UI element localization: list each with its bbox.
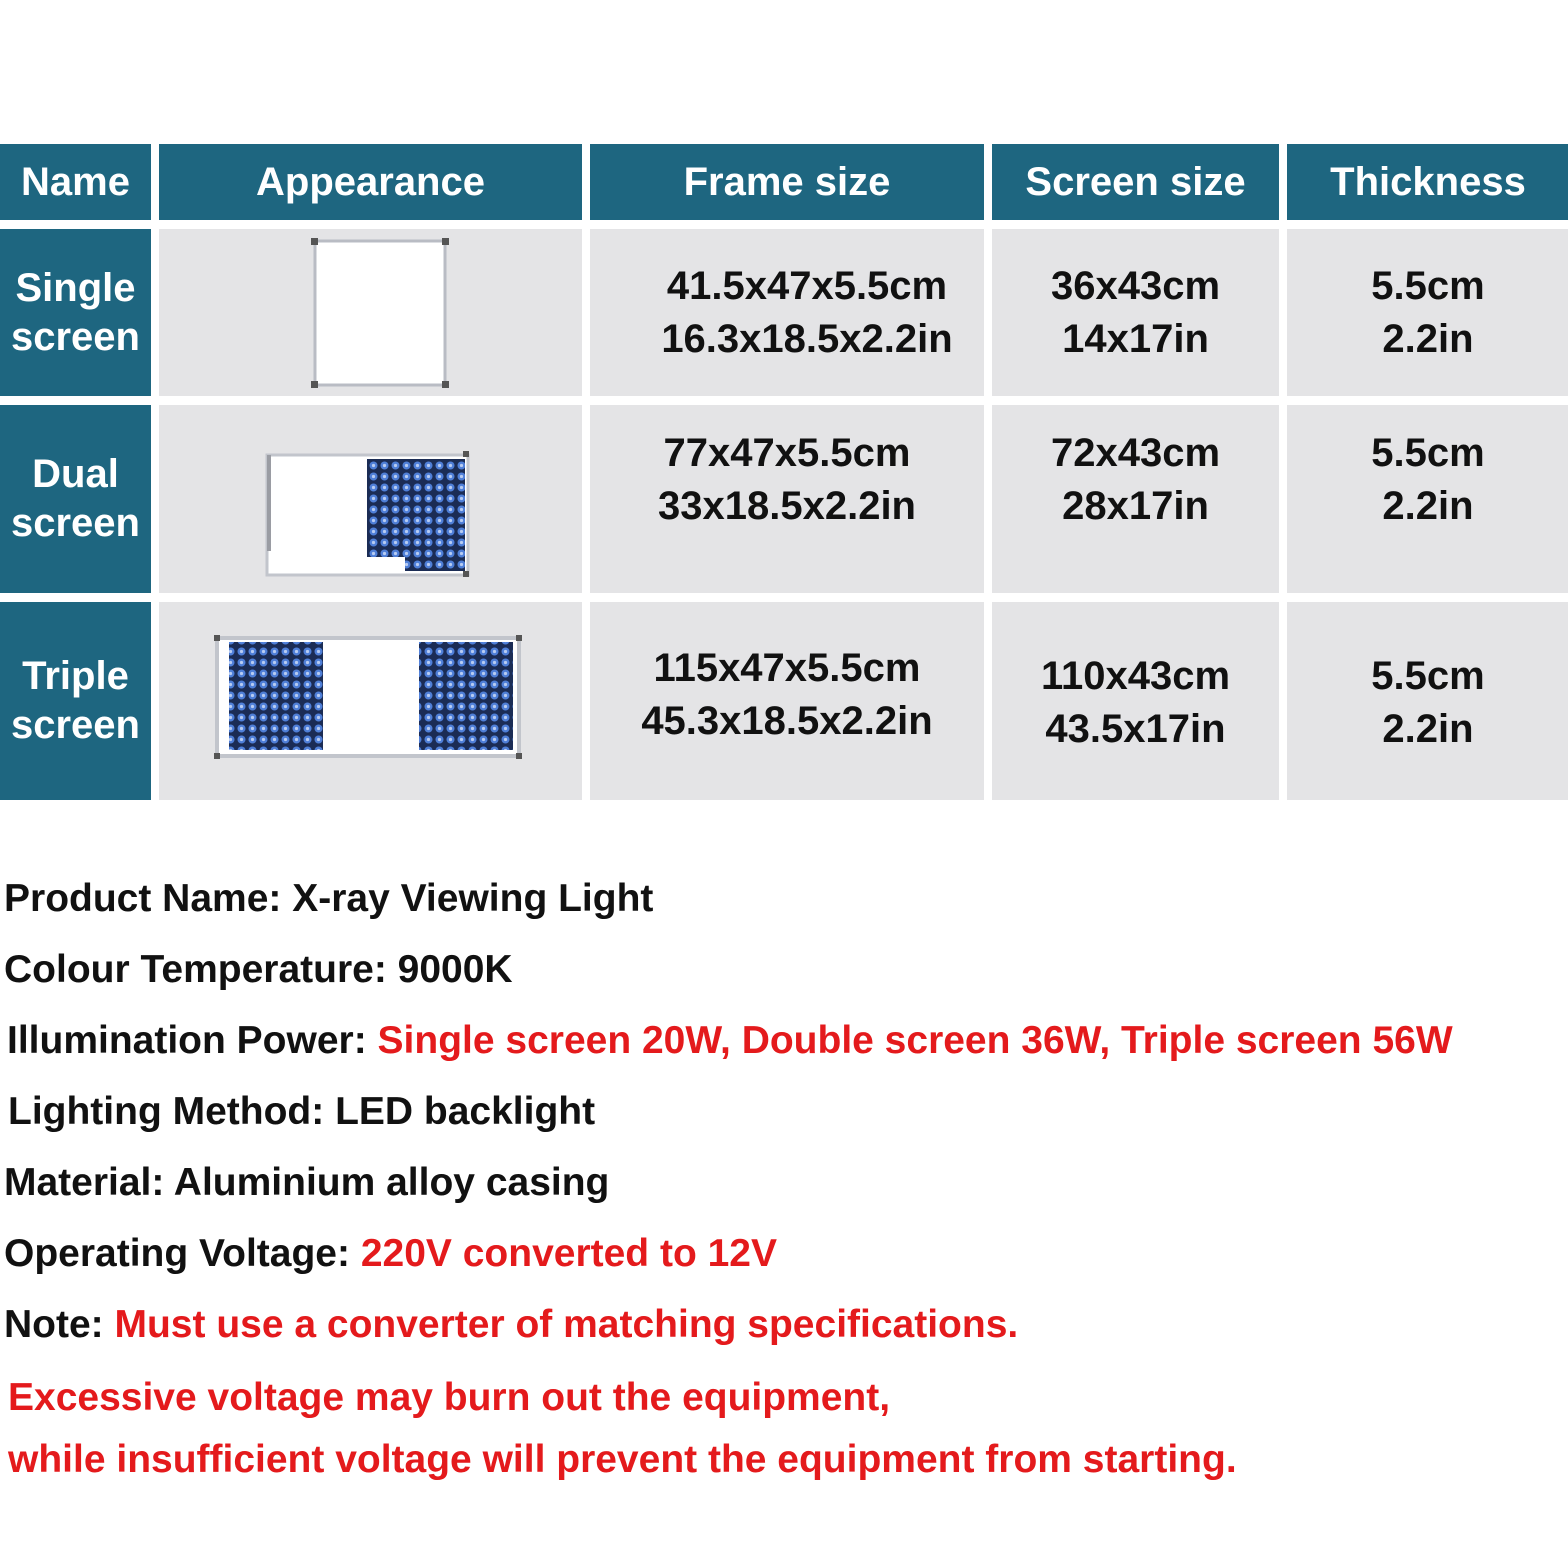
- lighting-method-value: LED backlight: [335, 1090, 596, 1133]
- header-screen-size: Screen size: [992, 144, 1279, 220]
- frame-in: 16.3x18.5x2.2in: [661, 316, 953, 361]
- screen-in: 14x17in: [1062, 316, 1209, 361]
- frame-cm: 41.5x47x5.5cm: [666, 263, 948, 308]
- warning-line-1: Excessive voltage may burn out the equipment,: [8, 1376, 891, 1419]
- name-line-2: screen: [11, 703, 140, 747]
- name-line-2: screen: [11, 314, 140, 359]
- operating-voltage-value: 220V converted to 12V: [360, 1232, 777, 1275]
- operating-voltage-label: Operating Voltage:: [4, 1232, 361, 1275]
- note-line: [4, 1296, 1564, 1367]
- frame-size-triple: [590, 602, 984, 800]
- lighting-method-label: Lighting Method:: [8, 1090, 336, 1133]
- product-name-value: X-ray Viewing Light: [292, 877, 654, 920]
- triple-screen-image: [159, 602, 582, 800]
- product-name-label: Product Name:: [4, 877, 293, 920]
- appearance-dual: [159, 405, 582, 593]
- screen-size-dual: [992, 405, 1279, 593]
- header-appearance: Appearance: [159, 144, 582, 220]
- colour-temperature-line: [4, 941, 1564, 1012]
- material-label: Material:: [4, 1161, 174, 1204]
- single-screen-image: [159, 229, 582, 396]
- row-name-triple: [0, 602, 151, 800]
- row-name-dual: [0, 405, 151, 593]
- name-line-1: Triple: [22, 654, 129, 698]
- warning-line-2: while insufficient voltage will prevent the equipment from starting.: [8, 1438, 1237, 1481]
- frame-cm: 77x47x5.5cm: [663, 431, 911, 475]
- thickness-in: 2.2in: [1382, 316, 1474, 361]
- screen-in: 43.5x17in: [1045, 707, 1226, 751]
- frame-size-dual: [590, 405, 984, 593]
- thickness-dual: [1287, 405, 1568, 593]
- thickness-cm: 5.5cm: [1371, 654, 1485, 698]
- colour-temperature-label: Colour Temperature:: [4, 948, 398, 991]
- thickness-in: 2.2in: [1382, 707, 1474, 751]
- header-frame-size: Frame size: [590, 144, 984, 220]
- screen-in: 28x17in: [1062, 484, 1209, 528]
- note-label: Note:: [4, 1303, 115, 1346]
- dual-screen-image: [159, 405, 582, 593]
- note-value: Must use a converter of matching specifications.: [114, 1303, 1019, 1346]
- material-line: [4, 1154, 1564, 1225]
- appearance-triple: [159, 602, 582, 800]
- name-line-1: Single: [15, 265, 136, 310]
- frame-size-single: [590, 229, 984, 396]
- frame-in: 45.3x18.5x2.2in: [641, 699, 933, 743]
- header-thickness: Thickness: [1287, 144, 1568, 220]
- illumination-power-line: [4, 1012, 1564, 1083]
- spec-table: [0, 144, 1568, 800]
- name-line-2: screen: [11, 501, 140, 545]
- thickness-cm: 5.5cm: [1371, 431, 1485, 475]
- product-name-line: [4, 870, 1564, 941]
- thickness-single: [1287, 229, 1568, 396]
- colour-temperature-value: 9000K: [397, 948, 513, 991]
- operating-voltage-line: [4, 1225, 1564, 1296]
- name-line-1: Dual: [32, 452, 119, 496]
- illumination-power-label: Illumination Power:: [7, 1019, 378, 1062]
- spec-list: [4, 870, 1564, 1491]
- thickness-cm: 5.5cm: [1371, 263, 1485, 308]
- screen-cm: 36x43cm: [1050, 263, 1221, 308]
- thickness-triple: [1287, 602, 1568, 800]
- header-name: Name: [0, 144, 151, 220]
- illumination-power-value: Single screen 20W, Double screen 36W, Triple screen 56W: [377, 1019, 1453, 1062]
- screen-cm: 72x43cm: [1050, 431, 1221, 475]
- lighting-method-line: [4, 1083, 1564, 1154]
- material-value: Aluminium alloy casing: [173, 1161, 610, 1204]
- appearance-single: [159, 229, 582, 396]
- thickness-in: 2.2in: [1382, 484, 1474, 528]
- frame-in: 33x18.5x2.2in: [658, 484, 916, 528]
- screen-cm: 110x43cm: [1040, 654, 1231, 698]
- screen-size-single: [992, 229, 1279, 396]
- screen-size-triple: [992, 602, 1279, 800]
- frame-cm: 115x47x5.5cm: [653, 646, 921, 690]
- row-name-single: [0, 229, 151, 396]
